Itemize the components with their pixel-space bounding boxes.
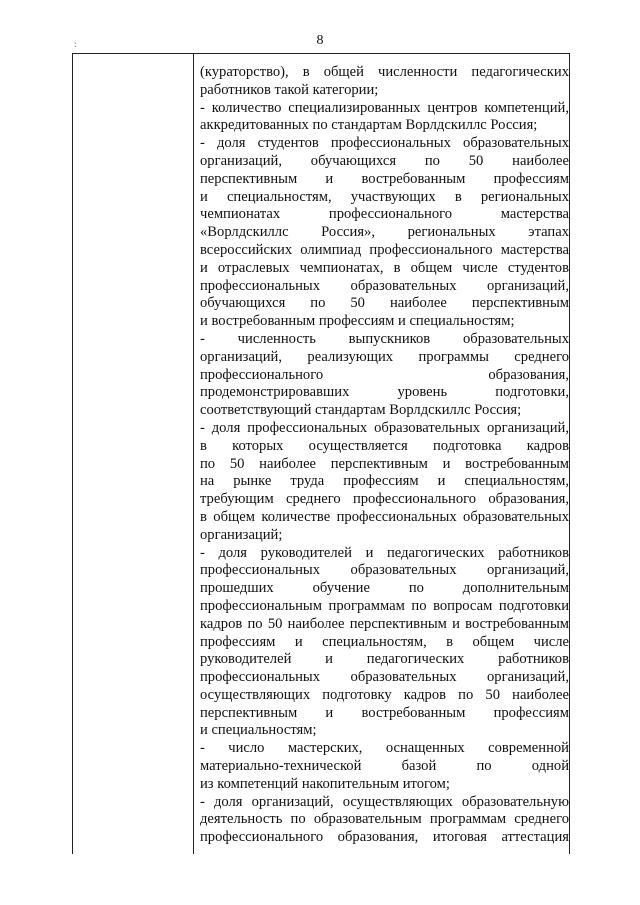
text-line: профессиональным программам по вопросам подготовки <box>200 597 569 614</box>
text-line: - доля руководителей и педагогических работников <box>200 544 569 561</box>
text-line: «Ворлдскиллс Россия», региональных этапах <box>200 224 569 241</box>
text-line: прошедших обучение по дополнительным <box>200 580 569 597</box>
text-line: перспективным и востребованным профессиям <box>200 170 569 187</box>
text-line: профессиональных образовательных организаций, <box>200 562 569 579</box>
text-line: организаций; <box>200 526 283 543</box>
text-line: - количество специализированных центров компетенций, <box>200 99 569 116</box>
page-number: 8 <box>316 33 324 48</box>
text-line: (кураторство), в общей численности педагогических <box>200 64 569 80</box>
text-line: из компетенций накопительным итогом; <box>200 775 450 792</box>
text-line: в которых осуществляется подготовка кадров <box>200 437 569 454</box>
text-line: материально-технической базой по одной <box>200 758 569 775</box>
text-line: руководителей и педагогических работников <box>200 651 569 668</box>
text-line: требующим среднего профессионального образования, <box>200 491 569 508</box>
text-line: обучающихся по 50 наиболее перспективным <box>200 295 569 312</box>
text-line: кадров по 50 наиболее перспективным и востребованным <box>200 615 569 632</box>
column-divider <box>193 54 194 854</box>
text-line: профессиональных образовательных организаций, <box>200 277 569 294</box>
text-line: в общем количестве профессиональных образовательных <box>200 508 569 525</box>
text-line: - численность выпускников образовательных <box>200 330 569 347</box>
text-line: профессиональных образовательных организаций, <box>200 669 569 686</box>
text-line: и отраслевых чемпионатах, в общем числе студентов <box>200 259 569 276</box>
text-line: аккредитованных по стандартам Ворлдскиллс Россия; <box>200 117 538 134</box>
text-line: чемпионатах профессионального мастерства <box>200 206 569 223</box>
text-line: организаций, реализующих программы среднего <box>200 348 569 365</box>
text-line: профессионального образования, <box>200 366 569 383</box>
text-line: профессиям и специальностям, в общем числе <box>200 633 569 650</box>
text-line: по 50 наиболее перспективным и востребованным <box>200 455 569 472</box>
text-line: соответствующий стандартам Ворлдскиллс Россия; <box>200 402 522 419</box>
text-line: работников такой категории; <box>200 81 379 98</box>
text-line: организаций, обучающихся по 50 наиболее <box>200 152 569 169</box>
text-line: и специальностям, участвующих в региональных <box>200 188 569 205</box>
text-line: продемонстрировавших уровень подготовки, <box>200 384 569 401</box>
text-line: и специальностям; <box>200 722 317 739</box>
text-line: на рынке труда профессиям и специальностям, <box>200 473 569 490</box>
scan-speck-mark: : <box>74 39 77 49</box>
text-line: деятельность по образовательным программам среднего <box>200 811 569 828</box>
text-line: всероссийских олимпиад профессионального мастерства <box>200 241 569 258</box>
text-line: перспективным и востребованным профессиям <box>200 704 569 721</box>
indicator-cell-text <box>200 64 569 847</box>
text-line: - доля профессиональных образовательных организаций, <box>200 419 569 436</box>
text-line: - число мастерских, оснащенных современной <box>200 740 569 757</box>
text-line: осуществляющих подготовку кадров по 50 наиболее <box>200 686 569 703</box>
text-line: - доля студентов профессиональных образовательных <box>200 135 569 152</box>
text-line: - доля организаций, осуществляющих образовательную <box>200 793 569 810</box>
text-line: профессионального образования, итоговая аттестация <box>200 829 569 846</box>
indicator-table <box>72 53 570 854</box>
text-line: и востребованным профессиям и специальностям; <box>200 313 515 330</box>
